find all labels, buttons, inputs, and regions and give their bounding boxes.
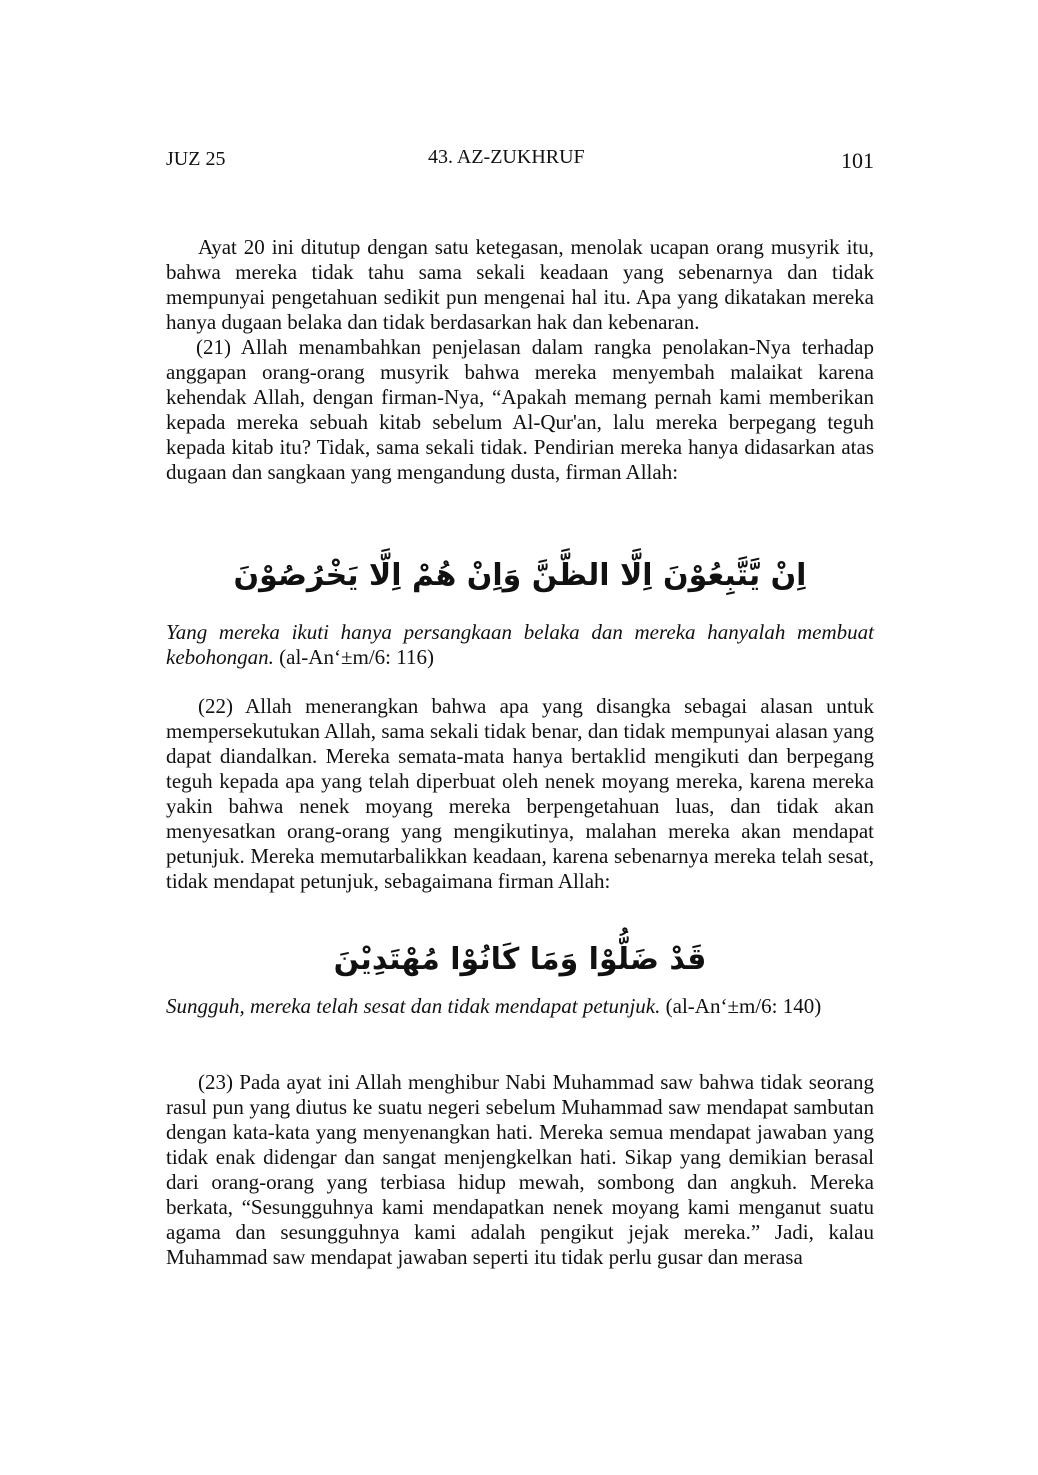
paragraph-ayat-22: (22) Allah menerangkan bahwa apa yang disangka sebagai alasan untuk mempersekutukan Allah, sama sekali tidak benar, dan tidak mempunyai alasan yang dapat diandalkan. Mereka semata-mata hanya bertaklid mengikuti dan berpegang teguh kepada apa yang telah diperbuat oleh nenek moyang mereka, karena mereka yakin bahwa nenek moyang mereka berpengetahuan luas, dan tidak akan menyesatkan orang-orang yang mengikutinya, malahan mereka akan mendapat petunjuk. Mereka memutarbalikkan keadaan, karena sebenarnya mereka telah sesat, tidak mendapat petunjuk, sebagaimana firman Allah: xyxy=(166,694,874,893)
juz-label: JUZ 25 xyxy=(166,148,226,170)
translation-block-2 xyxy=(166,994,874,1019)
verse-1-translation xyxy=(166,620,874,670)
paragraph-ayat-21: (21) Allah menambahkan penjelasan dalam rangka penolakan-Nya terhadap anggapan orang-orang musyrik bahwa mereka menyembah malaikat karena kehendak Allah, dengan firman-Nya, “Apakah memang pernah kami memberikan kepada mereka sebuah kitab sebelum Al-Qur'an, lalu mereka berpegang teguh kepada kitab itu? Tidak, sama sekali tidak. Pendirian mereka hanya didasarkan atas dugaan dan sangkaan yang mengandung dusta, firman Allah: xyxy=(166,335,874,484)
arabic-verse-2: قَدْ ضَلُّوْا وَمَا كَانُوْا مُهْتَدِيْنَ xyxy=(333,942,707,977)
paragraph-ayat-20: Ayat 20 ini ditutup dengan satu ketegasan, menolak ucapan orang musyrik itu, bahwa mereka tidak tahu sama sekali keadaan yang sebenarnya dan tidak mempunyai pengetahuan sedikit pun mengenai hal itu. Apa yang dikatakan mereka hanya dugaan belaka dan tidak berdasarkan hak dan kebenaran. xyxy=(166,235,874,334)
verse-1-reference: (al-An‘±m/6: 116) xyxy=(279,645,434,669)
translation-block-1 xyxy=(166,620,874,670)
verse-block-2 xyxy=(166,932,874,988)
paragraph-ayat-23: (23) Pada ayat ini Allah menghibur Nabi Muhammad saw bahwa tidak seorang rasul pun yang diutus ke suatu negeri sebelum Muhammad saw mendapat sambutan dengan kata-kata yang menyenangkan hati. Mereka semua mendapat jawaban yang tidak enak didengar dan sangat menjengkelkan hati. Sikap yang demikian berasal dari orang-orang yang terbiasa hidup mewah, sombong dan angkuh. Mereka berkata, “Sesungguhnya kami mendapatkan nenek moyang kami menganut suatu agama dan sesungguhnya kami adalah pengikut jejak mereka.” Jadi, kalau Muhammad saw mendapat jawaban seperti itu tidak perlu gusar dan merasa xyxy=(166,1070,874,1269)
page xyxy=(166,0,874,1475)
paragraph-block-2 xyxy=(166,694,874,894)
paragraph-block-1 xyxy=(166,235,874,485)
verse-1-translation-text: Yang mereka ikuti hanya persangkaan belaka dan mereka hanyalah membuat kebohongan. xyxy=(166,620,874,669)
page-number: 101 xyxy=(841,148,874,173)
verse-2-translation-text: Sungguh, mereka telah sesat dan tidak mendapat petunjuk. xyxy=(166,994,661,1018)
paragraph-block-3 xyxy=(166,1070,874,1270)
verse-2-reference: (al-An‘±m/6: 140) xyxy=(665,994,822,1018)
verse-block-1 xyxy=(166,548,874,604)
arabic-verse-1: اِنْ يَّتَّبِعُوْنَ اِلَّا الظَّنَّ وَاِنْ هُمْ اِلَّا يَخْرُصُوْنَ xyxy=(233,558,807,593)
running-header xyxy=(166,146,874,176)
surah-title: 43. AZ-ZUKHRUF xyxy=(428,146,585,168)
verse-2-translation xyxy=(166,994,874,1019)
